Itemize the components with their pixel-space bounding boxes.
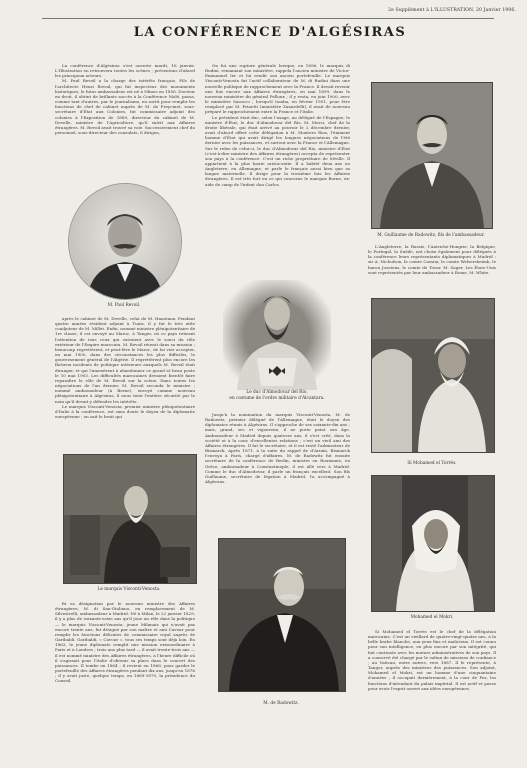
- column-3-middle-text: [368, 244, 496, 292]
- column-3-bottom-text: [368, 629, 496, 713]
- paragraph: On fut une rupture générale lorsque, en 1896, le marquis di Rudini, remaniant son ministère, rappela l'ancien ministre de Victor-Emmanuel Ier et lui rendit son ancien portefeuille. Le marquis Visconti-Venosta fut l'actif collaborateur de M. di Rudini dans une nouvelle politique de rapprochement avec la France. Il devait revenir une fois encore aux Affaires étrangères, en mai 1899, dans le nouveau ministère du général Pelloux ; il y resta, en juin 1900, avec le ministère Saracco ; lorsqu'il tomba, en février 1901, pour être remplacé par M. Prinetti (ministère Zanardelli), il avait de nouveau préparé le rapprochement entre la France et l'Italie.: [205, 63, 350, 115]
- radowitz-portrait-image: [219, 539, 345, 691]
- column-1-top-text: [55, 63, 195, 179]
- almodovar-caption-line-2: en costume de l'ordre militaire d'Alcantara.: [229, 396, 325, 401]
- column-2-bottom-text: [205, 412, 350, 532]
- torres-portrait: [371, 298, 495, 453]
- radowitz-caption: M. de Radowitz.: [263, 701, 299, 706]
- paragraph: après le cabinet de M. Develle, celui de M. Hanotaux. Pendant quatre années résident adjoint à Tunis, il y fut le très utile coadjuteur de M. Millet. Enfin, nommé ministre plénipotentiaire de 1re classe, il est envoyé au Maroc, à Tanger, où ce pays retirant l'attention de tous ceux qui suivaient avec le souci du rôle extérieur de l'Empire marocain. M. Revoil réussit dans sa mission ; beaucoup regrettèrent, et peut-être le Maroc, de lui voir accepter, en mai 1900, dans des circonstances les plus difficiles, le gouvernement général de l'Algérie. Il regrettèrent plus encore les fâcheux incidents de politique intérieure auxquels M. Revoil était étranger, et qui l'amenèrent à abandonner ce grand et beau poste le 10 mai 1903. Les difficultés marocaines devaient bientôt faire reparaître le rôle de M. Revoil sur la scène. Dans toutes les négociations de l'an dernier, M. Revoil seconda le ministre ; nommé ambassadeur (à Berne), envoyé comme nouveau plénipotentiaire à Algésiras, il nous tient l'entière sécurité par le nom qu'il devait y défendre les intérêts.: [55, 316, 195, 404]
- mokri-portrait: [371, 475, 495, 612]
- paragraph: M. Paul Revoil a la charge des intérêts français. Fils de l'architecte Henri Revoil, qui fut inspecteur des monuments historiques, le futur ambassadeur est né à Nîmes en 1856. Docteur en droit, il obtint de brillants succès à la Conférence Molé, passa, comme tant d'autres, par le journalisme, en sortit pour remplir les fonctions de chef de cabinet auprès de M. de Freycinet, sous-secrétaire d'État aux Colonies, fut commissaire adjoint des colonies à l'Exposition de 1889, directeur du cabinet de M. Develle, ministre de l'Agriculture, qu'il suivit aux Affaires étrangères. M. Revoil avait trouvé sa voie. Successivement chef du personnel, sous-directeur des consulats, il dirigea,: [55, 78, 195, 136]
- paragraph: Le marquis Visconti-Venosta, premier ministre plénipotentiaire d'Italie à la conférence, est sans doute le doyen de la diplomatie européenne ; on sait le bruit qui: [55, 403, 195, 419]
- column-1-bottom-text: [55, 601, 195, 711]
- paragraph: Si Mohamed el Torrès est le chef de la délégation marocaine. C'est un vieillard de quatre-vingt-quatre ans, à la belle barbe blanche, aux yeux fins et malicieux. Il est connu pour son intelligence, en plus encore par son intégrité, qui fait contraste avec les mœurs administratives de son pays. Il a conservé été chargé par le sultan de missions de confiance ; au Vatican, entre autres, vers 1887. Il le représente, à Tanger, auprès des ministres des puissances. Son adjoint, Mohamed el Mokri, est un homme d'une cinquantaine d'années ; il occupait dernièrement, à la cour de Fez, les fonctions d'intendant du palais impérial. Il est actif et passe pour avoir l'esprit ouvert aux idées européennes.: [368, 629, 496, 691]
- almodovar-portrait: [223, 280, 331, 390]
- supplement-header: 2e Supplément à L'ILLUSTRATION, 20 Janvier 1906.: [388, 8, 516, 13]
- almodovar-caption-line-1: Le duc d'Almodovar del Rio,: [246, 390, 308, 395]
- column-1-middle-text: [55, 316, 195, 444]
- paragraph: fit sa désignation par le nouveau ministre des Affaires étrangères, M. di San-Giuliano, en remplacement de M. Silvestrelli, ambassadeur à Madrid. Né à Milan, le 22 janvier 1829, il y a plus de soixante-seize ans qu'il joue un rôle dans la politique — le marquis Visconti-Venosta, jeune Milanais qui n'avait pas encore trente ans, fut désigné par son maître et ami Cavour pour remplir les fonctions délicates de commissaire royal auprès de Garibaldi. Garibaldi, « Cavour », tous ses temps sont déjà loin. En 1863, le jeune diplomate remplit une mission extraordinaire à Paris et à Londres ; trois ans plus tard — il avait trente-trois ans — il est nommé ministre des Affaires étrangères, à l'heure difficile où il s'agissait pour l'Italie d'obtenir sa place dans le concert des puissances. Il tombe en 1864 ; il revient en 1866, pour garder le portefeuille des Affaires étrangères pendant dix ans, jusqu'en 1876 ; il y avait juste, quelque temps, en 1869-1870, la présidence du Conseil.: [55, 601, 195, 684]
- column-2-top-text: [205, 63, 350, 279]
- revoil-portrait: [68, 183, 182, 300]
- header-rule: [42, 18, 494, 19]
- page-title: LA CONFÉRENCE D'ALGÉSIRAS: [133, 25, 407, 40]
- paragraph: Le président était duc, selon l'usage, au délégué de l'Espagne, le ministre d'État, le duc d'Almodovar del Rio. M. Merci, chef de la droite libérale, qui était arrivé au pouvoir le 2 décembre dernier, avait d'abord offert cette délégation à M. Montero Rios, l'éminent homme d'État qui avait dirigé les longues négociations de l'été dernier avec les puissances, et surtout avec la France et l'Allemagne. Sur le refus de celui-ci, le duc d'Almodovar del Rio, ministre d'État (c'est-à-dire ministre des Affaires étrangères) accepta de représenter son pays à la conférence. C'est un riche propriétaire de Séville. Il appartient à la plus haute aristocratie. Il a habité deux ans en Angleterre, en Allemagne, et parle le français aussi bien que sa langue maternelle. Il dirige pour la troisième fois les Affaires étrangères. Il est très fort en ce qui concerne le marquis Borne, ex-aide de camp de l'infant don Carlos.: [205, 114, 350, 187]
- revoil-caption: M. Paul Revoil.: [107, 303, 141, 308]
- radowitz-son-portrait-image: [372, 83, 492, 228]
- mokri-portrait-image: [372, 476, 494, 611]
- mokri-caption: Mohamed el Mokri.: [410, 615, 454, 620]
- radowitz-portrait: [218, 538, 346, 692]
- paragraph: L'Angleterre, la Russie, l'Autriche-Hongrie, la Belgique, le Portugal, la Suède, ont choisi également pour délégués à la conférence leurs représentants diplomatiques à Madrid : sir A. Nicholson, le comte Cassini, le comte Welsersheimb, le baron Joostens, le comte de Tovar. M. Sager. Les États-Unis sont représentés par leur ambassadeur à Rome, M. White.: [368, 244, 496, 275]
- visconti-venosta-portrait-image: [64, 455, 196, 583]
- visconti-venosta-portrait: [63, 454, 197, 584]
- almodovar-portrait-image: [223, 280, 331, 390]
- torres-caption: Si Mohamed el Torrès.: [407, 461, 457, 466]
- revoil-portrait-image: [69, 184, 181, 299]
- torres-portrait-image: [372, 299, 494, 452]
- paragraph: La conférence d'Algésiras s'est ouverte mardi, 16 janvier. L'Illustration en retrouvera toutes les scènes ; présentons d'abord les principaux acteurs.: [55, 63, 195, 79]
- radowitz-son-caption: M. Guillaume de Radowitz, fils de l'ambassadeur.: [377, 233, 485, 238]
- radowitz-son-portrait: [371, 82, 493, 229]
- paragraph: Jusqu'à la nomination du marquis Visconti-Venosta, M. de Radowitz, premier délégué de l'Allemagne, était le doyen des diplomates réunis à Algésiras. Il s'approche de ses soixante-dix ans ; mais, grand, sec et vigoureux, il ne porte point son âge. Ambassadeur à Madrid depuis quatorze ans, il s'est créé, dans la société et à la cour, d'excellentes relations ; c'est un vieil ami des Affaires étrangères. Il fut le secrétaire, et il est resté l'admirateur de Bismarck. Après 1871, à la suite du rappel de d'Arnim, Bismarck l'envoya à Paris, chargé d'affaires. M. de Radowitz fut ensuite secrétaire de la conférence de Berlin, ministre en Roumanie, en Grèce, ambassadeur à Constantinople, il est allé vers à Madrid. Comme le duc d'Almodovar, il parle un français excellent. Son fils Guillaume, secrétaire de légation à Madrid, l'a accompagné à Algésiras.: [205, 412, 350, 485]
- visconti-venosta-caption: Le marquis Visconti-Venosta.: [97, 587, 161, 592]
